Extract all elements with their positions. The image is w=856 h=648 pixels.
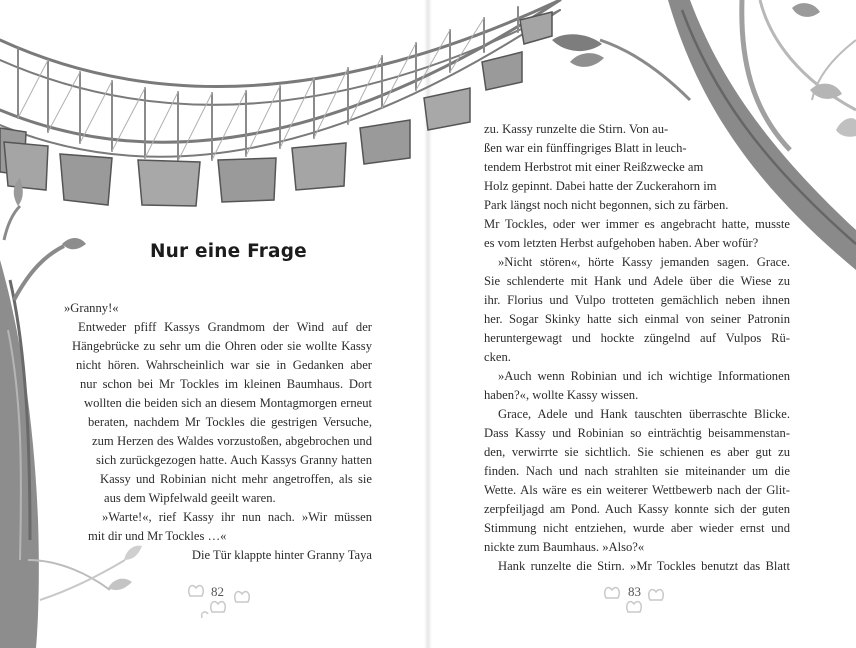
text-line: »Nicht stören«, hörte Kassy jemanden sagen. Grace. <box>498 255 790 269</box>
text-line: her. Sogar Skinky hatte sich einmal von seiner Patronin <box>484 312 790 326</box>
text-line: Stimmung nicht entziehen, wurde aber wieder ernst und <box>484 521 790 535</box>
text-line: Hängebrücke zu sehr um die Ohren oder sie wollte Kassy <box>72 339 372 353</box>
text-line: »Warte!«, rief Kassy ihr nun nach. »Wir müssen <box>102 510 372 524</box>
text-line: Dass Kassy und Robinian so einträchtig beisammenstan- <box>484 426 790 440</box>
text-line: Entweder pfiff Kassys Grandmom der Wind auf der <box>78 320 372 334</box>
text-line: wollten die beiden sich an diesem Montagmorgen erneut <box>84 396 372 410</box>
text-line: zerpfeiljagd am Pond. Auch Kassy konnte sich der guten <box>484 502 790 516</box>
text-line: Park längst noch nicht begonnen, sich zu färben. <box>484 198 729 212</box>
left-page-text <box>64 299 372 565</box>
text-line: »Granny!« <box>64 301 119 315</box>
right-page-text <box>484 120 790 576</box>
text-line: Hank runzelte die Stirn. »Mr Tockles benutzt das Blatt <box>498 559 790 573</box>
text-line: heruntergewagt und hockte züngelnd auf Vulpos Rü- <box>484 331 790 345</box>
text-line: nickte zum Baumhaus. »Also?« <box>484 540 645 554</box>
text-line: Mr Tockles, oder wer immer es angebracht hatte, musste <box>484 217 790 231</box>
page-number-right: 83 <box>628 584 641 599</box>
text-line: Die Tür klappte hinter Granny Taya <box>191 548 372 562</box>
text-line: es vom letzten Herbst aufgehoben haben. Aber wofür? <box>484 236 759 250</box>
text-line: tendem Herbstrot mit einer Reißzwecke am <box>484 160 704 174</box>
chapter-title: Nur eine Frage <box>150 241 307 262</box>
text-line: haben?«, wollte Kassy wissen. <box>484 388 639 402</box>
text-line: sich zurückgezogen hatte. Auch Kassys Granny hatten <box>96 453 372 467</box>
text-line: cken. <box>484 350 511 364</box>
text-line: zu. Kassy runzelte die Stirn. Von au- <box>484 122 669 136</box>
rope-bridge-illustration <box>0 0 560 161</box>
text-line: den, verwirrte sie sichtlich. Sie schienen es aber gut zu <box>484 445 790 459</box>
text-line: finden. Nach und nach strahlten sie miteinander um die <box>484 464 790 478</box>
text-line: »Auch wenn Robinian und ich wichtige Informationen <box>498 369 790 383</box>
text-line: nur schon bei Mr Tockles im kleinen Baumhaus. Dort <box>80 377 372 391</box>
text-line: Wette. Als wäre es ein weiterer Wettbewerb nach der Glit- <box>484 483 790 497</box>
text-line: ihr. Florius und Vulpo trotteten gemächlich neben ihnen <box>484 293 790 307</box>
text-line: Kassy und Robinian nicht mehr angetroffen, als sie <box>100 472 372 486</box>
page-number-left: 82 <box>211 584 224 599</box>
text-line: Holz gepinnt. Dabei hatte der Zuckerahorn im <box>484 179 717 193</box>
text-line: aus dem Wipfelwald geeilt waren. <box>104 491 276 505</box>
text-line: nicht hören. Wahrscheinlich war sie in Gedanken aber <box>76 358 372 372</box>
text-line: Sie schlenderte mit Hank und Adele über die Wiese zu <box>484 274 790 288</box>
text-line: mit dir und Mr Tockles …« <box>88 529 227 543</box>
text-line: Grace, Adele und Hank tauschten überraschte Blicke. <box>498 407 790 421</box>
text-line: zum Herzen des Waldes vorzustoßen, abgebrochen und <box>92 434 372 448</box>
text-line: beraten, nachdem Mr Tockles die gestrigen Versuche, <box>88 415 372 429</box>
text-line: ßen war ein fünffingriges Blatt in leuch- <box>484 141 687 155</box>
